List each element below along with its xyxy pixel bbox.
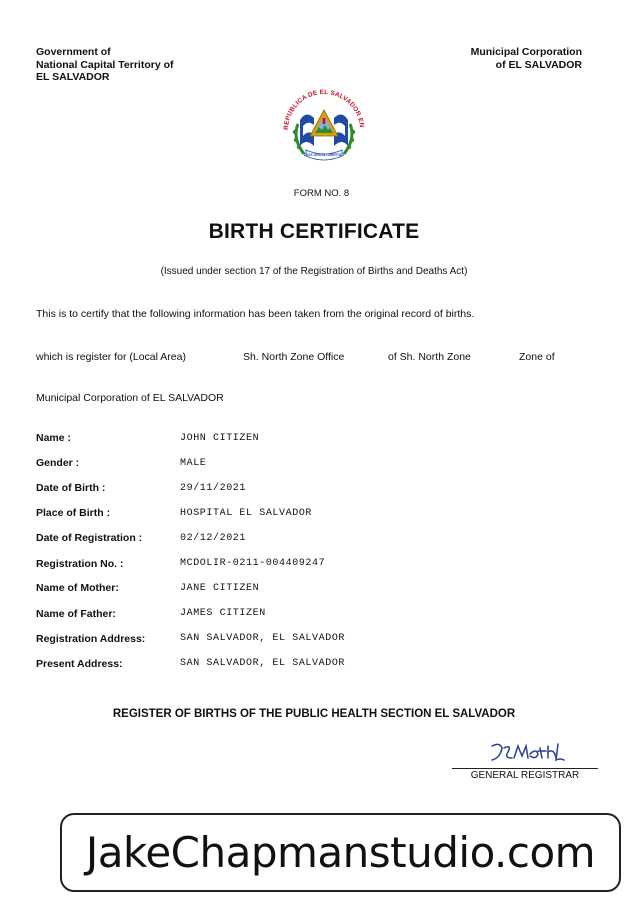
register-line-local-area: which is register for (Local Area) (36, 351, 186, 363)
field-label-mother: Name of Mother: (36, 582, 119, 594)
certification-statement: This is to certify that the following information has been taken from the original record of births. (36, 308, 475, 320)
signature-title: GENERAL REGISTRAR (470, 770, 580, 781)
issued-under-note: (Issued under section 17 of the Registration of Births and Deaths Act) (160, 266, 468, 277)
municipal-corporation-line: Municipal Corporation of EL SALVADOR (36, 392, 224, 404)
register-line-office: Sh. North Zone Office (243, 351, 345, 363)
field-value-gender: MALE (180, 458, 207, 469)
coat-of-arms-icon (270, 80, 378, 174)
issuer-line-1: Government of (36, 46, 111, 58)
register-title: REGISTER OF BIRTHS OF THE PUBLIC HEALTH SECTION EL SALVADOR (112, 708, 516, 720)
field-label-registration-address: Registration Address: (36, 633, 146, 645)
municipal-line-2: of EL SALVADOR (495, 58, 582, 71)
field-value-mother: JANE CITIZEN (180, 583, 260, 594)
field-label-place-of-birth: Place of Birth : (36, 507, 111, 519)
seal-ring-text: REPUBLICA DE EL SALVADOR EN (282, 88, 365, 131)
field-value-registration-address: SAN SALVADOR, EL SALVADOR (180, 633, 346, 644)
watermark-banner: JakeChapmanstudio.com (60, 813, 621, 892)
field-label-date-of-registration: Date of Registration : (36, 532, 143, 544)
field-value-registration-no: MCDOLIR-0211-004409247 (180, 558, 326, 569)
field-label-father: Name of Father: (36, 608, 116, 620)
field-value-name: JOHN CITIZEN (180, 433, 260, 444)
seal-ribbon-text: DIOS UNION LIBERTAD (303, 153, 345, 157)
document-title: BIRTH CERTIFICATE (208, 220, 420, 243)
form-number: FORM NO. 8 (293, 188, 350, 199)
field-value-date-of-registration: 02/12/2021 (180, 533, 247, 544)
issuer-line-3: EL SALVADOR (36, 71, 110, 83)
field-label-name: Name : (36, 432, 72, 444)
field-value-father: JAMES CITIZEN (180, 608, 266, 619)
field-label-present-address: Present Address: (36, 658, 123, 670)
municipal-line-1: Municipal Corporation (470, 46, 582, 58)
issuer-line-2: National Capital Territory of (36, 58, 174, 71)
field-value-present-address: SAN SALVADOR, EL SALVADOR (180, 658, 346, 669)
field-label-gender: Gender : (36, 457, 80, 469)
field-label-date-of-birth: Date of Birth : (36, 482, 106, 494)
register-line-zone-of: Zone of (519, 351, 555, 363)
register-line-zone: of Sh. North Zone (388, 351, 471, 363)
field-value-place-of-birth: HOSPITAL EL SALVADOR (180, 508, 313, 519)
issuer-municipal-block (471, 46, 582, 71)
registrar-signature (486, 738, 566, 766)
signature-line (452, 768, 598, 769)
field-value-date-of-birth: 29/11/2021 (180, 483, 247, 494)
issuer-government-block (36, 46, 174, 84)
field-label-registration-no: Registration No. : (36, 558, 124, 570)
